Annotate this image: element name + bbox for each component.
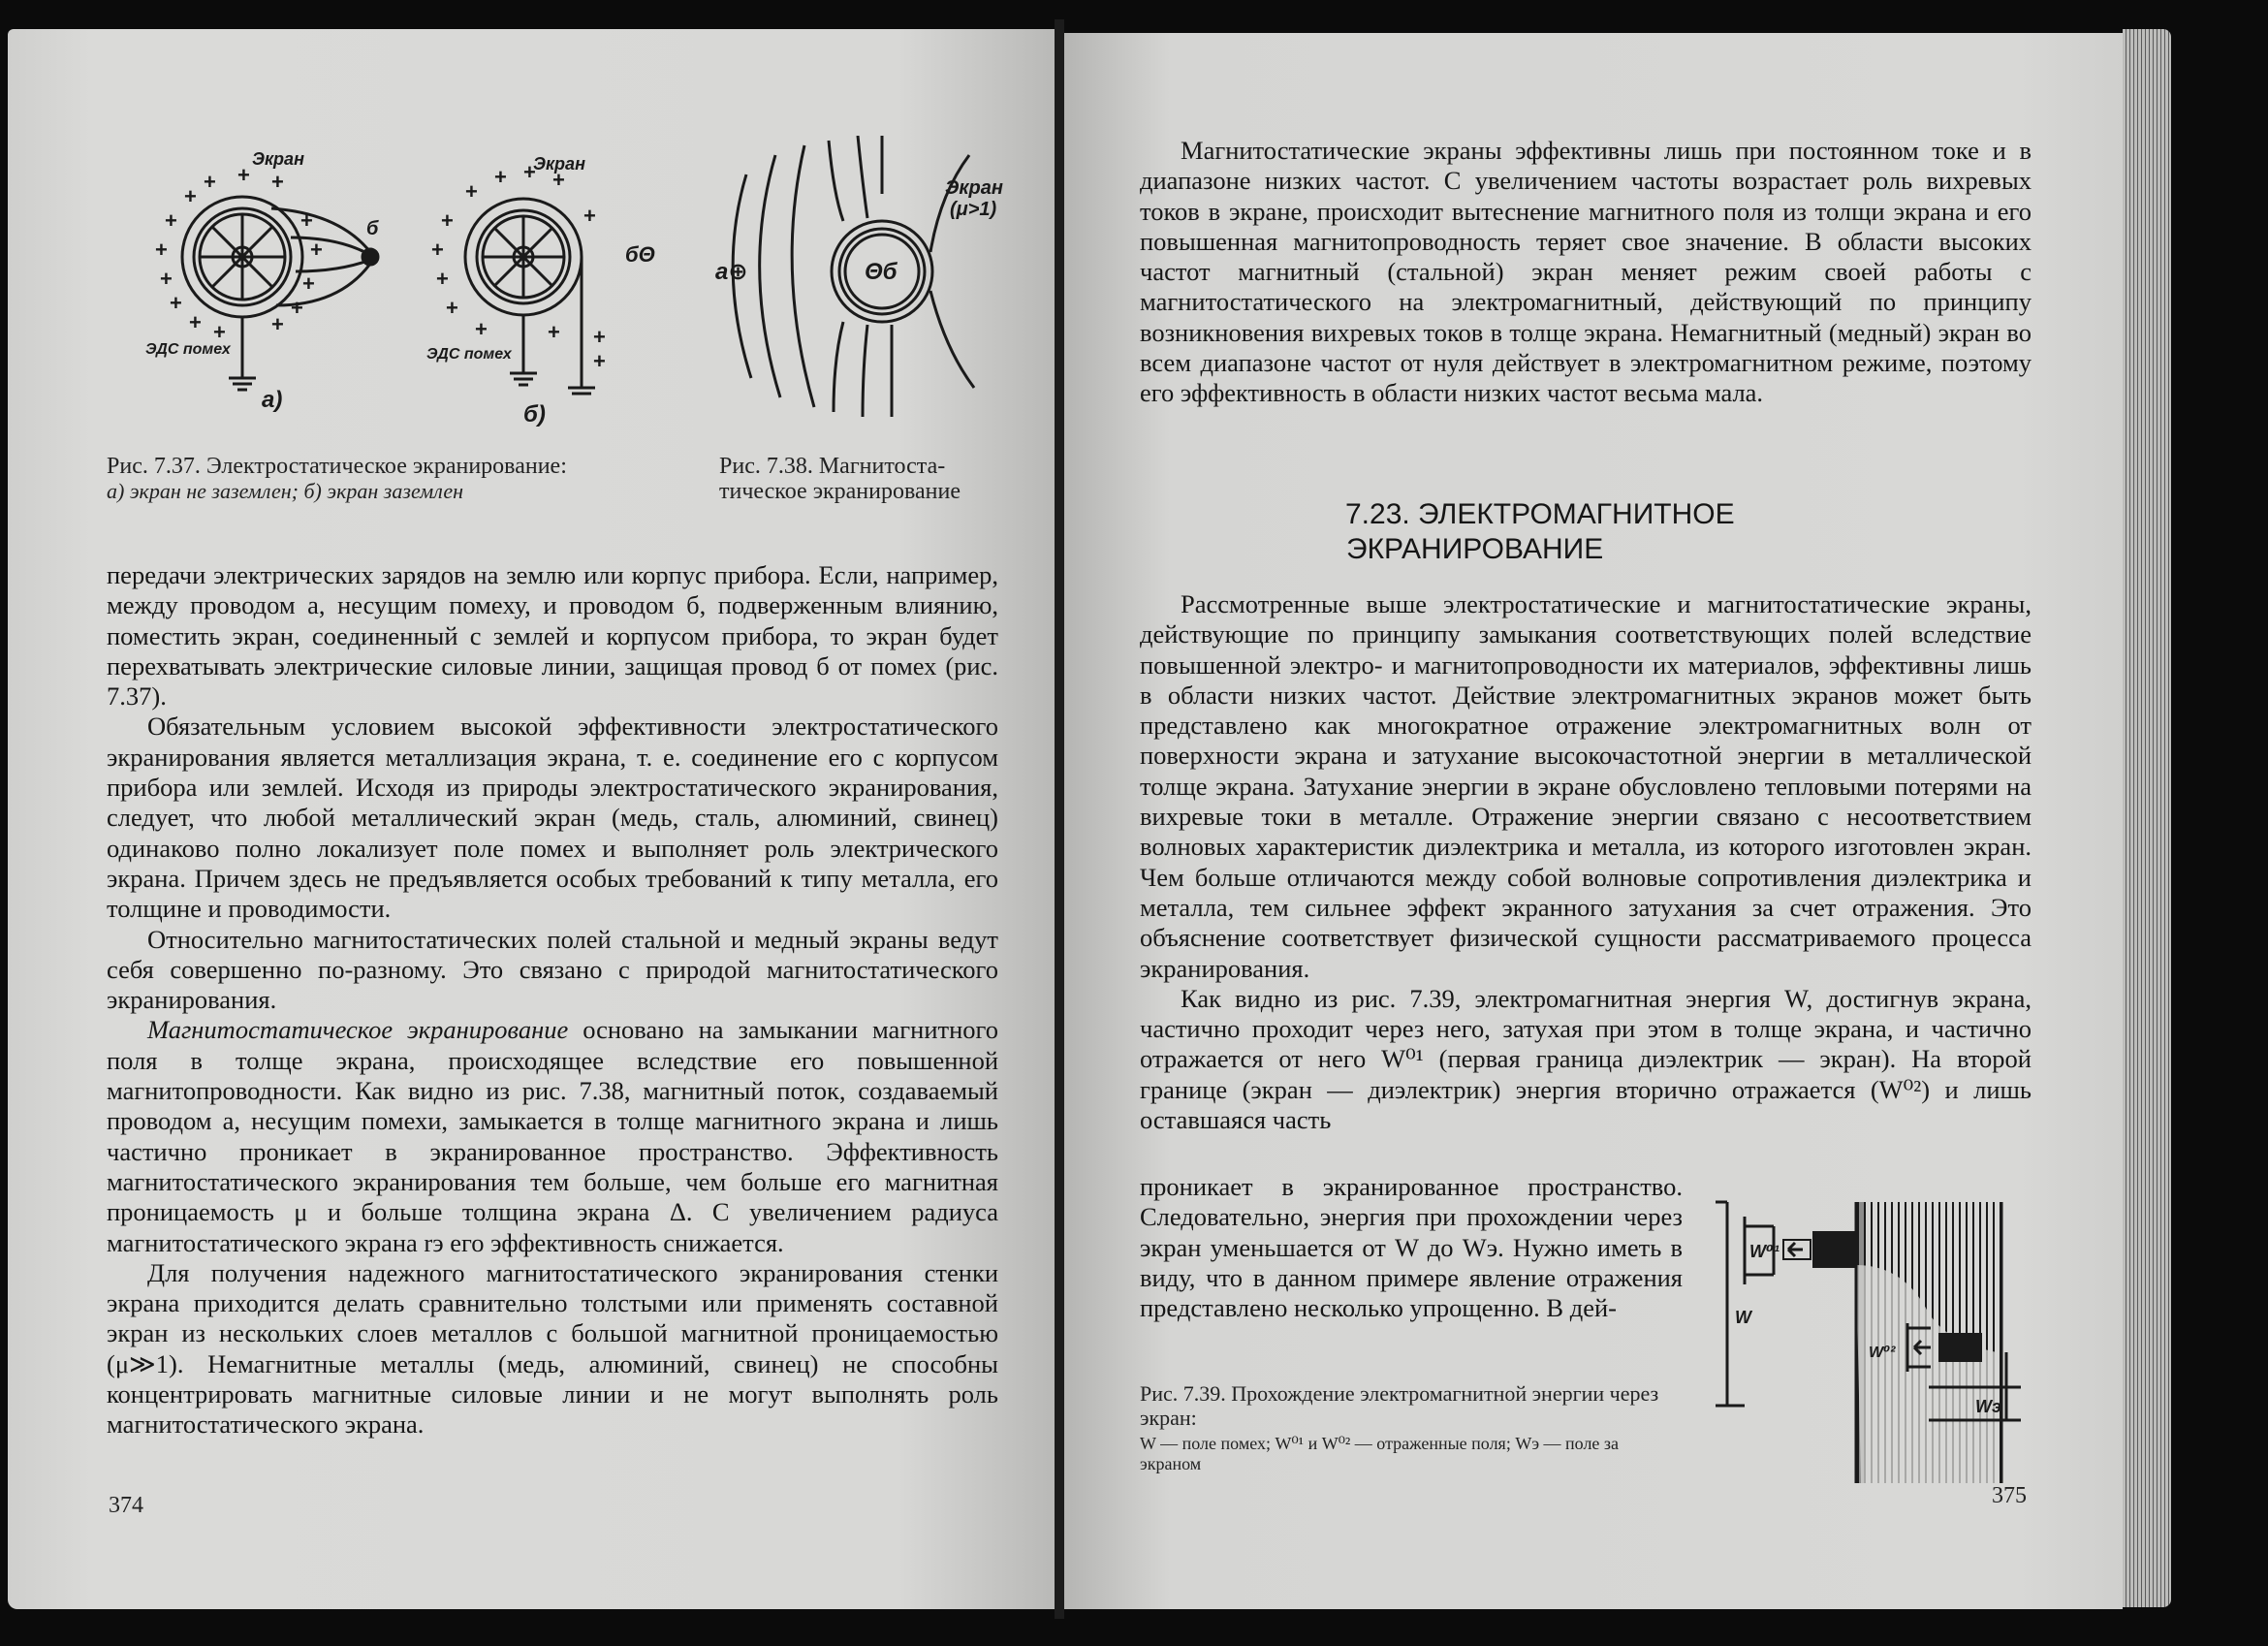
fig-737a-label-b: б (366, 218, 379, 239)
caption-fig-7-39-legend: W — поле помех; W⁰¹ и W⁰² — отраженные поля; Wэ — поле за экраном (1140, 1434, 1620, 1473)
svg-text:+: + (170, 291, 182, 315)
left-paragraph-4-emphasis: Магнитостатическое экранирование (147, 1015, 569, 1045)
left-paragraph-4-text: основано на замыкании магнитного поля в толще экрана, происходящее вследствие его повышенной магнитопроводности. Как видно из рис. 7.38, магнитный поток, создаваемый проводом а, несущим помехи, замыкается в толще магнитного экрана и лишь частично проникает в экранированное пространство. Эффективность магнитостатического экранирования тем больше, чем больше его магнитная проницаемость μ и больше толщина экрана Δ. С увеличением радиуса магнитостатического экрана rэ его эффективность снижается. (107, 1015, 998, 1257)
svg-text:+: + (310, 237, 323, 262)
svg-text:+: + (160, 267, 173, 291)
fig-739-label-w02: W⁰² (1869, 1345, 1896, 1361)
right-paragraph-top (1140, 136, 2032, 409)
fig-738-label-screen-2: (μ>1) (950, 199, 997, 220)
fig-737a-label-emf: ЭДС помех (145, 341, 231, 358)
left-body-text (107, 560, 998, 1440)
svg-text:+: + (465, 179, 478, 204)
fig-738-label-screen-1: Экран (945, 177, 1003, 199)
figure-7-37b (417, 150, 688, 431)
left-paragraph-1: передачи электрических зарядов на землю или корпус прибора. Если, например, между проводом а, несущим помеху, и проводом б, подверженным влиянию, поместить экран, соединенный с землей и корпусом прибора, то экран будет перехватывать электрические силовые линии, защищая провод б от помех (рис. 7.37). (107, 560, 998, 712)
svg-text:+: + (436, 267, 449, 291)
caption-fig-7-39-title: Рис. 7.39. Прохождение электромагнитной энергии через экран: (1140, 1381, 1659, 1430)
svg-text:+: + (213, 320, 226, 344)
caption-fig-7-38 (719, 454, 1010, 504)
svg-text:+: + (184, 184, 197, 208)
svg-text:+: + (204, 170, 216, 194)
svg-text:+: + (475, 317, 488, 341)
fig-737a-label-screen: Экран (252, 149, 304, 169)
svg-text:+: + (291, 296, 303, 320)
caption-fig-7-38-line2: тическое экранирование (719, 479, 961, 504)
fig-738-label-b: Θб (865, 259, 898, 285)
right-body-text (1140, 589, 2032, 1135)
figure-7-39 (1706, 1197, 2035, 1488)
svg-text:+: + (441, 208, 454, 233)
svg-text:+: + (552, 168, 565, 192)
left-paragraph-5: Для получения надежного магнитостатического экранирования стенки экрана приходится делать сравнительно толстыми или применять составной экран из нескольких слоев металлов с большой магнитной проницаемостью (μ≫1). Немагнитные металлы (медь, алюминий, свинец) не способны концентрировать магнитные силовые линии и не могут выполнять роль магнитостатического экрана. (107, 1257, 998, 1440)
svg-text:+: + (593, 349, 606, 373)
svg-text:+: + (165, 208, 177, 233)
svg-text:+: + (300, 208, 313, 233)
figure-7-38 (698, 136, 1018, 427)
svg-text:+: + (548, 320, 560, 344)
svg-text:+: + (446, 296, 458, 320)
fig-737a-label-sub: а) (262, 387, 283, 413)
page-edges (2123, 29, 2171, 1607)
left-paragraph-4 (107, 1015, 998, 1257)
svg-text:+: + (189, 310, 202, 334)
fig-737b-label-screen: Экран (533, 154, 585, 174)
right-paragraph-2: Рассмотренные выше электростатические и магнитостатические экраны, действующие по принципу замыкания соответствующих полей вследствие повышенной электро- и магнитопроводности их материалов, эффективны лишь в области низких частот. Действие электромагнитных экранов может быть представлено как многократное отражение электромагнитных волн от поверхности экрана и затухание высокочастотной энергии в металлической толще экрана. Затухание энергии в экране обусловлено тепловыми потерями на вихревые токи в металле. Отражение энергии связано с несоответствием волновых характеристик диэлектрика и металла, из которого изготовлен экран. Чем больше отличаются между собой волновые сопротивления диэлектрика и металла, тем сильнее эффект экранного затухания за счет отражения. Это объяснение соответствует физической сущности рассматриваемого процесса экранирования. (1140, 589, 2032, 983)
page-number-right: 375 (1992, 1483, 2027, 1508)
fig-739-label-w01: W⁰¹ (1749, 1242, 1780, 1261)
left-paragraph-3: Относительно магнитостатических полей стальной и медный экраны ведут себя совершенно по-разному. Это связано с природой магнитостатического экранирования. (107, 924, 998, 1015)
page-number-left: 374 (109, 1493, 143, 1518)
svg-text:+: + (431, 237, 444, 262)
left-paragraph-2: Обязательным условием высокой эффективности электростатического экранирования является металлизация экрана, т. е. соединение его с корпусом прибора или землей. Исходя из природы электростатического экранирования, следует, что любой металлический экран (медь, сталь, алюминий, свинец) одинаково полно локализует поле помех и выполняет роль электрического экрана. Причем здесь не предъявляется особых требований к типу металла, его толщине и проводимости. (107, 712, 998, 924)
figure-7-37a (145, 145, 397, 427)
fig-737b-label-emf: ЭДС помех (426, 346, 512, 363)
caption-fig-7-39 (1140, 1381, 1683, 1474)
caption-fig-7-37 (107, 454, 649, 504)
svg-text:+: + (583, 204, 596, 228)
svg-text:+: + (593, 325, 606, 349)
caption-fig-7-37-subtitle: а) экран не заземлен; б) экран заземлен (107, 479, 464, 503)
fig-737b-label-b: бΘ (625, 242, 655, 267)
book-gutter (1055, 19, 1064, 1619)
svg-text:+: + (302, 271, 315, 296)
caption-fig-7-37-title: Рис. 7.37. Электростатическое экранирование: (107, 454, 567, 479)
right-paragraph-3-cont: проникает в экранированное пространство. Следовательно, энергия при прохождении через экран уменьшается от W до Wэ. Нужно иметь в виду, что в данном примере явление отражения представлено несколько упрощенно. В дей- (1140, 1172, 1683, 1323)
svg-text:+: + (271, 170, 284, 194)
svg-text:+: + (523, 160, 536, 184)
fig-739-label-w: W (1735, 1308, 1751, 1327)
right-paragraph-3-continuation (1140, 1172, 1683, 1323)
svg-text:+: + (237, 163, 250, 187)
section-heading (1345, 497, 1849, 567)
fig-738-label-a: а⊕ (715, 259, 748, 285)
fig-737b-label-sub: б) (523, 401, 546, 427)
svg-text:+: + (155, 237, 168, 262)
right-paragraph-3: Как видно из рис. 7.39, электромагнитная энергия W, достигнув экрана, частично проходит через него, затухая при этом в толще экрана, и частично отражается от него W⁰¹ (первая граница диэлектрик — экран). На второй границе (экран — диэлектрик) энергия вторично отражается (W⁰²) и лишь оставшаяся часть (1140, 983, 2032, 1135)
svg-text:+: + (494, 165, 507, 189)
fig-739-label-we: Wэ (1975, 1397, 2001, 1416)
section-heading-line1: 7.23. ЭЛЕКТРОМАГНИТНОЕ (1345, 498, 1735, 530)
caption-fig-7-38-line1: Рис. 7.38. Магнитоста- (719, 454, 946, 479)
svg-text:+: + (271, 312, 284, 336)
right-paragraph-1: Магнитостатические экраны эффективны лишь при постоянном токе и в диапазоне низких частот. С увеличением частоты возрастает роль вихревых токов в экране, происходит вытеснение магнитного поля из толщи экрана и его повышенная магнитопроводность теряет свое значение. В области высоких частот магнитный (стальной) экран меняет режим своей работы с магнитостатического на электромагнитный, действующий по принципу возникновения вихревых токов в толще экрана. Немагнитный (медный) экран во всем диапазоне частот от нуля действует в электромагнитном режиме, поэтому его эффективность в области низких частот весьма мала. (1140, 136, 2032, 408)
section-heading-line2: ЭКРАНИРОВАНИЕ (1346, 533, 1604, 565)
